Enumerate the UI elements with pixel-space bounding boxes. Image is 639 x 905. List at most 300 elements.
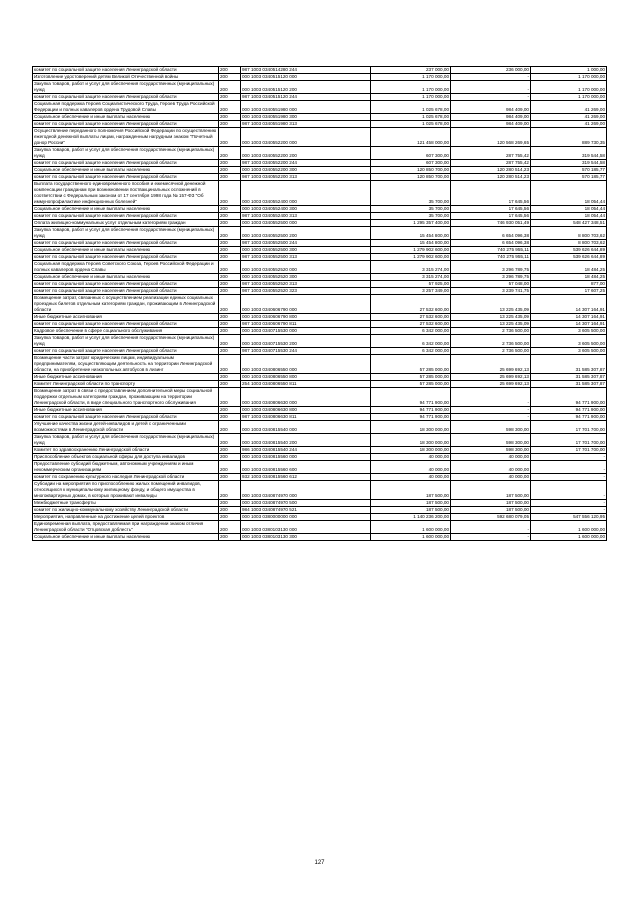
row-approved-cell: 1 170 000,00 (371, 81, 451, 94)
row-name-cell: комитет по жилищно-коммунальному хозяйству Ленинградской области (33, 507, 219, 514)
row-approved-cell: 1 025 678,00 (371, 121, 451, 128)
row-classification-cell: 987 1003 0340552500 313 (241, 254, 371, 261)
row-classification-cell: 000 1003 0340815540 200 (241, 434, 371, 447)
row-name-cell: Социальное обеспечение и иные выплаты населению (33, 274, 219, 281)
row-name-cell: Субсидии на мероприятия по приспособлению жилых помещений инвалидов, относящихся к муниципальному жилищному фонду, и общего имущества в многоквартирных домах, в которых проживают инвалиды (33, 481, 219, 500)
row-approved-cell: 35 700,00 (371, 181, 451, 206)
row-executed-cell: 187 500,00 (451, 500, 531, 507)
row-code-cell: 200 (219, 521, 241, 534)
row-name-cell: комитет по социальной защите населения Ленинградской области (33, 213, 219, 220)
table-row (33, 348, 607, 355)
row-name-cell: комитет по социальной защите населения Ленинградской области (33, 348, 219, 355)
row-approved-cell: 6 342 000,00 (371, 328, 451, 335)
row-unexecuted-cell: 41 269,00 (531, 114, 607, 121)
row-name-cell: комитет по социальной защите населения Ленинградской области (33, 240, 219, 247)
row-classification-cell: 000 1003 0340806630 000 (241, 388, 371, 407)
row-unexecuted-cell: 18 484,25 (531, 261, 607, 274)
row-executed-cell: 13 225 435,09 (451, 295, 531, 314)
row-unexecuted-cell: 31 585 307,87 (531, 381, 607, 388)
row-classification-cell: 000 1003 0340806550 000 (241, 355, 371, 374)
row-name-cell: Единовременная выплата, предоставляемая при награждении знаком отличия Ленинградской области "Отцовская доблесть" (33, 521, 219, 534)
row-executed-cell: 984 409,00 (451, 121, 531, 128)
row-classification-cell: 000 1003 0340552200 300 (241, 167, 371, 174)
row-approved-cell: 1 170 000,00 (371, 74, 451, 81)
row-code-cell: 200 (219, 128, 241, 147)
row-unexecuted-cell: 41 269,00 (531, 121, 607, 128)
table-row (33, 355, 607, 374)
row-classification-cell: 000 1003 0340815560 000 (241, 454, 371, 461)
row-unexecuted-cell: 877,00 (531, 281, 607, 288)
row-approved-cell: 40 000,00 (371, 461, 451, 474)
row-executed-cell: - (451, 94, 531, 101)
row-code-cell: 200 (219, 447, 241, 454)
row-classification-cell: 987 1003 0340552200 313 (241, 174, 371, 181)
table-row (33, 261, 607, 274)
row-executed-cell: 120 280 514,23 (451, 167, 531, 174)
row-executed-cell: - (451, 414, 531, 421)
table-row (33, 181, 607, 206)
row-approved-cell: 35 700,00 (371, 206, 451, 213)
row-classification-cell: 987 1003 0340552500 244 (241, 240, 371, 247)
row-executed-cell: 25 699 692,13 (451, 381, 531, 388)
row-code-cell: 200 (219, 507, 241, 514)
row-executed-cell: 13 225 435,09 (451, 321, 531, 328)
table-row (33, 167, 607, 174)
row-code-cell: 200 (219, 355, 241, 374)
row-executed-cell: 3 296 789,75 (451, 261, 531, 274)
row-approved-cell: 1 140 236 200,00 (371, 514, 451, 521)
row-unexecuted-cell: 3 605 500,00 (531, 348, 607, 355)
row-code-cell: 200 (219, 328, 241, 335)
page-number: 127 (314, 860, 325, 866)
row-name-cell: Социальное обеспечение и иные выплаты населению (33, 167, 219, 174)
row-name-cell: Межбюджетные трансферты (33, 500, 219, 507)
row-classification-cell: 000 1003 0340551980 000 (241, 101, 371, 114)
row-executed-cell: 57 048,00 (451, 281, 531, 288)
table-row (33, 160, 607, 167)
row-name-cell: Социальное обеспечение и иные выплаты населению (33, 534, 219, 541)
row-executed-cell: 120 568 269,65 (451, 128, 531, 147)
row-approved-cell: 40 000,00 (371, 474, 451, 481)
row-name-cell: Закупка товаров, работ и услуг для обеспечения государственных (муниципальных) нужд (33, 335, 219, 348)
row-approved-cell: 15 454 800,00 (371, 240, 451, 247)
row-unexecuted-cell: - (531, 500, 607, 507)
row-classification-cell: 987 1003 0340552520 323 (241, 288, 371, 295)
row-code-cell: 200 (219, 407, 241, 414)
row-name-cell: Возмещение затрат в связи с предоставлением дополнительной меры социальной поддержки отдельным категориям граждан, проживающим на территории Ленинградской области, в виде специального транспортного обслуживания (33, 388, 219, 407)
row-unexecuted-cell: 539 626 644,89 (531, 247, 607, 254)
row-code-cell: 200 (219, 94, 241, 101)
row-unexecuted-cell: 94 771 900,00 (531, 388, 607, 407)
row-unexecuted-cell: 1 600 000,00 (531, 534, 607, 541)
row-name-cell: Закупка товаров, работ и услуг для обеспечения государственных (муниципальных) нужд (33, 81, 219, 94)
row-name-cell: Оплата жилищно-коммунальных услуг отдельным категориям граждан (33, 220, 219, 227)
row-unexecuted-cell: 570 185,77 (531, 167, 607, 174)
row-approved-cell: 1 170 000,00 (371, 94, 451, 101)
row-executed-cell: 984 409,00 (451, 101, 531, 114)
row-approved-cell: 237 000,00 (371, 67, 451, 74)
row-executed-cell: 984 409,00 (451, 114, 531, 121)
row-name-cell: Предоставление субсидий бюджетным, автономным учреждениям и иным некоммерческим организациям (33, 461, 219, 474)
row-unexecuted-cell: - (531, 481, 607, 500)
row-code-cell: 200 (219, 261, 241, 274)
row-name-cell: Социальное обеспечение и иные выплаты населению (33, 206, 219, 213)
row-code-cell: 200 (219, 227, 241, 240)
row-executed-cell: 187 500,00 (451, 507, 531, 514)
row-name-cell: комитет по социальной защите населения Ленинградской области (33, 67, 219, 74)
row-approved-cell: 35 700,00 (371, 213, 451, 220)
row-name-cell: Изготовление удостоверений детям Великой Отечественной войны (33, 74, 219, 81)
table-row (33, 247, 607, 254)
row-executed-cell: - (451, 521, 531, 534)
table-row (33, 407, 607, 414)
row-executed-cell: 17 645,56 (451, 181, 531, 206)
row-executed-cell: - (451, 534, 531, 541)
row-classification-cell: 987 1003 0340606790 811 (241, 321, 371, 328)
table-row (33, 514, 607, 521)
row-name-cell: комитет по сохранению культурного наследия Ленинградской области (33, 474, 219, 481)
row-unexecuted-cell: - (531, 461, 607, 474)
table-row (33, 534, 607, 541)
row-unexecuted-cell: 547 556 120,95 (531, 514, 607, 521)
row-classification-cell: 000 1003 0340552520 300 (241, 274, 371, 281)
row-unexecuted-cell: 8 800 703,62 (531, 240, 607, 247)
row-unexecuted-cell: 539 626 644,89 (531, 254, 607, 261)
row-code-cell: 200 (219, 474, 241, 481)
row-name-cell: Кадровое обеспечение в сфере социального обслуживания (33, 328, 219, 335)
table-row (33, 288, 607, 295)
row-code-cell: 200 (219, 461, 241, 474)
row-approved-cell: 1 279 902 600,00 (371, 254, 451, 261)
row-name-cell: Социальное обеспечение и иные выплаты населению (33, 247, 219, 254)
row-unexecuted-cell: 94 771 900,00 (531, 407, 607, 414)
row-unexecuted-cell: - (531, 507, 607, 514)
row-code-cell: 200 (219, 167, 241, 174)
row-classification-cell: 000 1003 0340552500 000 (241, 220, 371, 227)
table-row (33, 81, 607, 94)
row-classification-cell: 000 1003 0340552200 000 (241, 128, 371, 147)
row-unexecuted-cell: - (531, 474, 607, 481)
row-classification-cell: 000 1003 0340806550 800 (241, 374, 371, 381)
row-unexecuted-cell: 570 185,77 (531, 174, 607, 181)
row-code-cell: 200 (219, 381, 241, 388)
row-executed-cell: 13 225 435,09 (451, 314, 531, 321)
table-row (33, 447, 607, 454)
row-classification-cell: 000 1003 0340552200 200 (241, 147, 371, 160)
row-unexecuted-cell: 319 544,58 (531, 147, 607, 160)
row-approved-cell: 1 600 000,00 (371, 534, 451, 541)
table-row (33, 335, 607, 348)
row-name-cell: Иные бюджетные ассигнования (33, 314, 219, 321)
row-classification-cell: 987 1003 0340552520 313 (241, 281, 371, 288)
row-code-cell: 200 (219, 147, 241, 160)
row-code-cell: 200 (219, 348, 241, 355)
table-row (33, 206, 607, 213)
row-approved-cell: 120 850 700,00 (371, 167, 451, 174)
row-approved-cell: 1 295 357 400,00 (371, 220, 451, 227)
row-code-cell: 200 (219, 67, 241, 74)
row-executed-cell: 746 930 051,49 (451, 220, 531, 227)
row-code-cell: 200 (219, 388, 241, 407)
row-executed-cell: 287 755,42 (451, 147, 531, 160)
row-approved-cell: 18 300 000,00 (371, 434, 451, 447)
table-row (33, 454, 607, 461)
table-row (33, 74, 607, 81)
row-unexecuted-cell: 18 054,44 (531, 206, 607, 213)
table-row (33, 500, 607, 507)
row-code-cell: 200 (219, 274, 241, 281)
row-approved-cell: 57 285 000,00 (371, 381, 451, 388)
row-name-cell: Закупка товаров, работ и услуг для обеспечения государственных (муниципальных) нужд (33, 227, 219, 240)
table-row (33, 295, 607, 314)
row-executed-cell: - (451, 388, 531, 407)
table-row (33, 381, 607, 388)
row-executed-cell: 40 000,00 (451, 454, 531, 461)
row-unexecuted-cell: 41 269,00 (531, 101, 607, 114)
row-name-cell: Комитет по здравоохранению Ленинградской области (33, 447, 219, 454)
row-executed-cell: 40 000,00 (451, 461, 531, 474)
table-row (33, 461, 607, 474)
table-row (33, 220, 607, 227)
row-name-cell: Закупка товаров, работ и услуг для обеспечения государственных (муниципальных) нужд (33, 147, 219, 160)
row-executed-cell: 287 755,42 (451, 160, 531, 167)
row-classification-cell: 000 1003 0340606790 800 (241, 314, 371, 321)
row-executed-cell: 187 500,00 (451, 481, 531, 500)
row-executed-cell: - (451, 81, 531, 94)
row-classification-cell: 984 1003 0340874970 521 (241, 507, 371, 514)
row-unexecuted-cell: 3 605 500,00 (531, 335, 607, 348)
row-code-cell: 200 (219, 181, 241, 206)
row-name-cell: Социальная поддержка Героев Социалистического Труда, Героев Труда Российской Федерации и полных кавалеров ордена Трудовой Славы (33, 101, 219, 114)
row-name-cell: Социальная поддержка Героев Советского Союза, Героев Российской Федерации и полных кавалеров ордена Славы (33, 261, 219, 274)
row-unexecuted-cell: 1 170 000,00 (531, 74, 607, 81)
row-name-cell: комитет по социальной защите населения Ленинградской области (33, 281, 219, 288)
budget-table-body (33, 67, 607, 541)
row-code-cell: 200 (219, 121, 241, 128)
row-name-cell: Выплата государственного единовременного пособия и ежемесячной денежной компенсации гражданам при возникновении поствакцинальных осложнений в соответствии с Федеральным законом от 17 сентября 1998 года № 157-ФЗ "Об иммунопрофилактике инфекционных болезней" (33, 181, 219, 206)
row-name-cell: комитет по социальной защите населения Ленинградской области (33, 254, 219, 261)
row-classification-cell: 000 1003 0340551980 300 (241, 114, 371, 121)
row-approved-cell: 6 342 000,00 (371, 335, 451, 348)
row-code-cell: 200 (219, 114, 241, 121)
row-approved-cell: 94 771 900,00 (371, 414, 451, 421)
row-executed-cell: 3 239 741,75 (451, 288, 531, 295)
row-executed-cell: 6 654 096,38 (451, 240, 531, 247)
table-row (33, 174, 607, 181)
row-name-cell: Иные бюджетные ассигнования (33, 374, 219, 381)
budget-table-sheet (32, 66, 606, 541)
row-executed-cell: 120 280 514,23 (451, 174, 531, 181)
row-classification-cell: 000 1003 0340874970 500 (241, 500, 371, 507)
row-approved-cell: 187 500,00 (371, 500, 451, 507)
row-code-cell: 200 (219, 414, 241, 421)
row-approved-cell: 57 285 000,00 (371, 355, 451, 374)
row-code-cell: 200 (219, 81, 241, 94)
table-row (33, 281, 607, 288)
row-classification-cell: 987 1003 0340806630 811 (241, 414, 371, 421)
row-executed-cell: 3 296 789,75 (451, 274, 531, 281)
row-name-cell: комитет по социальной защите населения Ленинградской области (33, 288, 219, 295)
row-code-cell: 200 (219, 160, 241, 167)
row-name-cell: комитет по социальной защите населения Ленинградской области (33, 174, 219, 181)
row-approved-cell: 1 279 902 600,00 (371, 247, 451, 254)
table-row (33, 227, 607, 240)
row-unexecuted-cell: 31 585 307,87 (531, 355, 607, 374)
row-unexecuted-cell: 18 054,44 (531, 181, 607, 206)
row-unexecuted-cell: 94 771 900,00 (531, 414, 607, 421)
row-approved-cell: 27 532 600,00 (371, 314, 451, 321)
row-name-cell: Осуществление переданного полномочия Российской Федерации по осуществлению ежегодной денежной выплаты лицам, награжденным нагрудным знаком "Почетный донор России" (33, 128, 219, 147)
row-approved-cell: 94 771 900,00 (371, 388, 451, 407)
row-code-cell: 200 (219, 247, 241, 254)
row-unexecuted-cell: 1 000,00 (531, 67, 607, 74)
row-name-cell: Возмещение затрат, связанных с осуществлением реализации единых социальных проездных билетов отдельным категориям граждан, проживающим в Ленинградской области (33, 295, 219, 314)
row-code-cell: 200 (219, 213, 241, 220)
row-classification-cell: 000 1003 0340552400 000 (241, 181, 371, 206)
row-classification-cell: 000 1003 0340552520 000 (241, 261, 371, 274)
row-name-cell: комитет по социальной защите населения Ленинградской области (33, 121, 219, 128)
row-executed-cell: 740 275 955,11 (451, 247, 531, 254)
row-unexecuted-cell: 1 600 000,00 (531, 521, 607, 534)
row-name-cell: комитет по социальной защите населения Ленинградской области (33, 94, 219, 101)
row-executed-cell: 25 699 692,13 (451, 374, 531, 381)
row-classification-cell: 000 1003 0340715530 000 (241, 328, 371, 335)
row-code-cell: 200 (219, 288, 241, 295)
row-classification-cell: 000 1003 0380103130 300 (241, 534, 371, 541)
row-code-cell: 200 (219, 240, 241, 247)
row-classification-cell: 987 1003 0340552200 244 (241, 160, 371, 167)
row-name-cell: Иные бюджетные ассигнования (33, 407, 219, 414)
row-approved-cell: 1 600 000,00 (371, 521, 451, 534)
table-row (33, 521, 607, 534)
row-code-cell: 200 (219, 534, 241, 541)
row-name-cell: комитет по социальной защите населения Ленинградской области (33, 414, 219, 421)
row-approved-cell: 120 850 700,00 (371, 174, 451, 181)
row-executed-cell: 2 736 500,00 (451, 335, 531, 348)
row-approved-cell: 6 342 000,00 (371, 348, 451, 355)
row-classification-cell: 987 1003 0340514280 244 (241, 67, 371, 74)
row-executed-cell: 17 645,56 (451, 206, 531, 213)
table-row (33, 101, 607, 114)
row-code-cell: 200 (219, 454, 241, 461)
row-unexecuted-cell: 18 054,44 (531, 213, 607, 220)
row-code-cell: 200 (219, 374, 241, 381)
row-code-cell: 200 (219, 281, 241, 288)
row-approved-cell: 607 300,00 (371, 147, 451, 160)
table-row (33, 67, 607, 74)
table-row (33, 374, 607, 381)
table-row (33, 507, 607, 514)
row-unexecuted-cell: 3 605 500,00 (531, 328, 607, 335)
row-unexecuted-cell: 889 730,35 (531, 128, 607, 147)
row-code-cell: 200 (219, 174, 241, 181)
table-row (33, 147, 607, 160)
row-unexecuted-cell: 14 307 164,91 (531, 295, 607, 314)
row-approved-cell: 187 500,00 (371, 507, 451, 514)
row-classification-cell: 987 1003 0340551980 313 (241, 121, 371, 128)
row-executed-cell: 592 680 079,05 (451, 514, 531, 521)
row-unexecuted-cell: 319 544,58 (531, 160, 607, 167)
row-classification-cell: 000 1003 0340815560 600 (241, 461, 371, 474)
table-row (33, 240, 607, 247)
row-unexecuted-cell: 14 307 164,91 (531, 321, 607, 328)
row-classification-cell: 000 1003 0380000000 000 (241, 514, 371, 521)
row-unexecuted-cell: 8 800 703,62 (531, 227, 607, 240)
table-row (33, 434, 607, 447)
table-row (33, 94, 607, 101)
row-approved-cell: 57 925,00 (371, 281, 451, 288)
row-executed-cell: - (451, 74, 531, 81)
row-name-cell: Приспособление объектов социальной сферы для доступа инвалидов (33, 454, 219, 461)
row-classification-cell: 000 1003 0340874970 000 (241, 481, 371, 500)
row-approved-cell: 27 532 600,00 (371, 295, 451, 314)
row-unexecuted-cell: - (531, 454, 607, 461)
row-classification-cell: 000 1003 0340806630 800 (241, 407, 371, 414)
row-code-cell: 200 (219, 314, 241, 321)
row-executed-cell: 17 645,56 (451, 213, 531, 220)
row-classification-cell: 000 1003 0340552500 300 (241, 247, 371, 254)
row-unexecuted-cell: 18 484,25 (531, 274, 607, 281)
row-classification-cell: 000 1003 0380103130 000 (241, 521, 371, 534)
row-approved-cell: 15 454 800,00 (371, 227, 451, 240)
row-name-cell: Закупка товаров, работ и услуг для обеспечения государственных (муниципальных) нужд (33, 434, 219, 447)
row-code-cell: 200 (219, 74, 241, 81)
row-code-cell: 200 (219, 254, 241, 261)
row-executed-cell: 598 300,00 (451, 421, 531, 434)
table-row (33, 474, 607, 481)
row-code-cell: 200 (219, 321, 241, 328)
table-row (33, 414, 607, 421)
row-executed-cell: 598 300,00 (451, 434, 531, 447)
row-unexecuted-cell: 548 427 348,51 (531, 220, 607, 227)
table-row (33, 481, 607, 500)
row-executed-cell: 2 736 500,00 (451, 348, 531, 355)
table-row (33, 388, 607, 407)
table-row (33, 114, 607, 121)
table-row (33, 213, 607, 220)
row-code-cell: 200 (219, 295, 241, 314)
row-executed-cell: 6 654 096,38 (451, 227, 531, 240)
row-name-cell: Комитет Ленинградской области по транспорту (33, 381, 219, 388)
budget-table (32, 66, 607, 541)
row-classification-cell: 000 1003 0340715530 200 (241, 335, 371, 348)
row-approved-cell: 1 025 678,00 (371, 101, 451, 114)
row-approved-cell: 121 458 000,00 (371, 128, 451, 147)
row-unexecuted-cell: 17 701 700,00 (531, 421, 607, 434)
row-code-cell: 200 (219, 206, 241, 213)
row-executed-cell: 598 300,00 (451, 447, 531, 454)
row-unexecuted-cell: 17 701 700,00 (531, 447, 607, 454)
row-executed-cell: - (451, 407, 531, 414)
row-code-cell: 200 (219, 481, 241, 500)
row-code-cell: 200 (219, 220, 241, 227)
row-classification-cell: 987 1003 0340552400 313 (241, 213, 371, 220)
table-row (33, 254, 607, 261)
row-classification-cell: 000 1003 0340515120 200 (241, 81, 371, 94)
row-code-cell: 200 (219, 335, 241, 348)
row-classification-cell: 986 1003 0340815540 244 (241, 447, 371, 454)
row-unexecuted-cell: 17 701 700,00 (531, 434, 607, 447)
row-classification-cell: 254 1003 0340806550 811 (241, 381, 371, 388)
table-row (33, 328, 607, 335)
row-unexecuted-cell: 1 170 000,00 (531, 94, 607, 101)
table-row (33, 314, 607, 321)
row-classification-cell: 000 1003 0340606790 000 (241, 295, 371, 314)
table-row (33, 421, 607, 434)
row-code-cell: 200 (219, 421, 241, 434)
row-executed-cell: 740 275 955,11 (451, 254, 531, 261)
row-approved-cell: 27 532 600,00 (371, 321, 451, 328)
